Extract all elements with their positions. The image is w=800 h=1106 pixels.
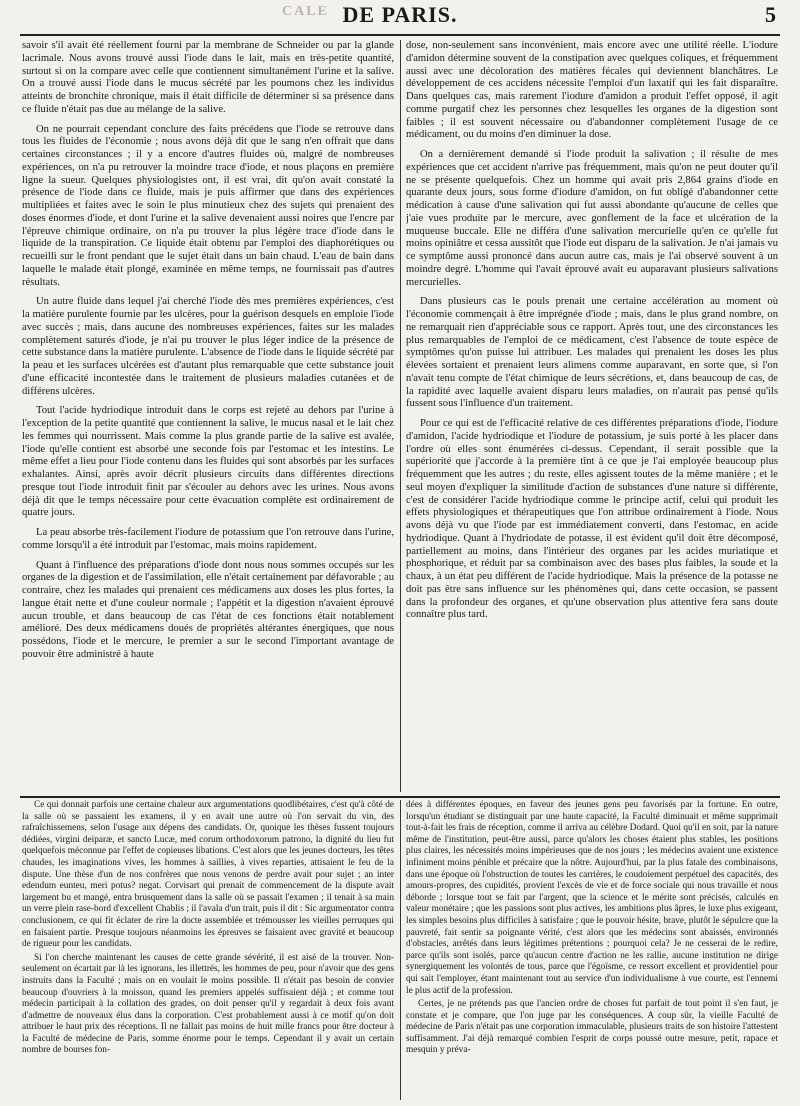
paragraph: La peau absorbe très-facilement l'iodure de potassium que l'on retrouve dans l'urine, comme lorsqu'il a été introduit par l'estomac, mais moins rapidement. [22, 527, 394, 551]
header-ghost-text: CALE [282, 4, 329, 19]
right-column [406, 40, 778, 792]
page-title: DE PARIS. [342, 2, 458, 27]
page-number: 5 [765, 2, 776, 27]
feuilleton-column-divider [400, 800, 401, 1100]
feuilleton-paragraph: Si l'on cherche maintenant les causes de cette grande sévérité, il est aisé de la trouver. Non-seulement on écartait par là les ignorans, les illettrés, les hommes de peu, pour n'avoir que des gens instruits dans la Faculté ; mais on en voulait le moins possible. Il n'était pas besoin de convier beaucoup d'ouvriers à la moisson, quand les premiers appelés suffisaient déjà ; et comme tout médecin participait à la collation des grades, on doit penser qu'il y regardait à deux fois avant d'admettre de nouveaux élus dans la corporation. C'est probablement aussi à ce motif qu'on doit attribuer le haut prix des réceptions. Il ne fallait pas moins de huit mille francs pour être docteur à la Faculté de médecine de Paris, somme énorme pour le temps. Cependant il y avait un certain nombre de bourses fon- [22, 952, 394, 1056]
paragraph: On a dernièrement demandé si l'iode produit la salivation ; il résulte de mes expériences que cet accident n'arrive pas fréquemment, mais qu'on ne peut douter qu'il ne se présente quelquefois. Chez un homme qui avait pris 2,864 grains d'iode en quarante deux jours, sous forme d'iodure d'amidon, on fut obligé d'abandonner cette médication à cause d'une salivation qui fut aussi abondante qu'aucune de celles que j'aie vues produite par le mercure, avec gonflement de la face et ulcération de la muqueuse buccale. Elle ne différa d'une salivation mercurielle qu'en ce qu'elle fut moins opiniâtre et cessa aussitôt que l'iode eut disparu de la salivation. Je n'ai jamais vu ce symptôme aussi prononcé dans aucun autre cas, mais je l'ai observé souvent à un moindre degré. L'homme qui l'avait éprouvé avait eu auparavant plusieurs salivations mercurielles. [406, 149, 778, 288]
left-column [22, 40, 394, 792]
paragraph: Quant à l'influence des préparations d'iode dont nous nous sommes occupés sur les organes de la digestion et de l'assimilation, elle n'était certainement par défavorable ; au contraire, chez les malades qui prenaient ces médicamens aux doses les plus fortes, la langue était nette et d'une couleur normale ; l'appétit et la digestion n'avaient éprouvé aucun trouble, et dans beaucoup de cas l'état de ces fonctions était notablement amélioré. Des deux médicamens doués de propriétés altérantes énergiques, que nous possédons, l'iode et le mercure, le premier a sur le second l'important avantage de pouvoir être administré à haute [22, 559, 394, 660]
paragraph: savoir s'il avait été réellement fourni par la membrane de Schneider ou par la glande lacrimale. Nous avons trouvé aussi l'iode dans le lait, mais en très-petite quantité, surtout si on la compare avec celle que contiennent simultanément l'urine et la salive. On a trouvé aussi l'iode dans le mucus sécrété par les poumons chez les individus atteints de bronchite chronique, mais il était difficile de déterminer si sa présence dans ce fluide n'était pas due au mélange de la salive. [22, 40, 394, 115]
feuilleton-left-column [22, 800, 394, 1100]
paragraph: Pour ce qui est de l'efficacité relative de ces différentes préparations d'iode, l'iodure d'amidon, l'acide hydriodique et l'iodure de potassium, je suis porté à les placer dans l'ordre où elles sont énumérées ci-dessus. Cependant, il serait possible que la supériorité que j'accorde à la première tînt à ce que je l'ai employée beaucoup plus fréquemment que les autres ; du reste, elles agissent toutes de la même manière ; et le seul moyen d'expliquer la similitude d'action de substances d'une nature si différente, c'est de considérer l'acide hydriodique comme le principe actif, celui qui produit les effets physiologiques et thérapeutiques que l'on attribue ordinairement à l'iode. Nous avons déjà vu que l'iode par est immédiatement converti, dans l'estomac, en acide hydriodique. Quant à l'hydriodate de potasse, il est évident qu'il doit être décomposé, partiellement au moins, dans l'intérieur des organes par les acides muriatique et phosphorique, et réduit par sa combinaison avec des bases plus faibles, la soude et la chaux, à un état peu différent de l'acide hydriodique. Mais la présence de la potasse ne doit pas être sans influence sur les phénomènes qui, dans cette occasion, se passent dans la profondeur des organes, et qu'une observation plus attentive fera sans doute connaître plus tard. [406, 418, 778, 621]
feuilleton-paragraph: Ce qui donnait parfois une certaine chaleur aux argumentations quodlibétaires, c'est qu'à côté de la salle où se passaient les examens, il y en avait une autre où l'on servait du vin, des rafraîchissemens, selon l'usage aux dépens des candidats. Or, quoique les thèses fussent toujours dédiées, virgini deiparæ, et sancto Lucæ, med corum orthodoxorum patrono, la dignité du lieu fut quelquefois méconnue par l'effet de copieuses libations. C'est alors que les jeunes docteurs, les têtes chaudes, les imaginations vives, les hommes à saillies, à vives reparties, attisaient le feu de la dispute. Une thèse d'un de nos confrères que nous venons de perdre avait pour sujet ; an inter edendum eunteu, meri potus? negat. Corvisart qui prenait de commencement de la dispute avait largement bu et mangé, entra brusquement dans la salle où se passait l'examen ; il tenait à sa main un verre plein rase-bord d'excellent Chablis ; il l'avala d'un trait, puis il dit : Sic argumentator contra conclusionem, ce qui fit éclater de rire la docte assemblée et trémousser les vieilles perruques qui en faisaient partie. Presque toujours néanmoins les épreuves se faisaient avec gravité et beaucoup de rigueur pour les candidats. [22, 800, 394, 950]
paragraph: On ne pourrait cependant conclure des faits précédens que l'iode se retrouve dans tous les fluides de l'économie ; nous avons déjà dit que le sang n'en offrait que dans certaines circonstances ; il y a encore d'autres fluides où, malgré de nombreuses expériences, on n'a pu retrouver la moindre trace d'iode, et nous plaçons en première ligne la sueur. Quelques physiologistes ont, il est vrai, dit qu'on avait constaté la présence de l'iode dans ce fluide, mais je puis affirmer que dans des expériences multipliées et faites avec le soin le plus minutieux chez des sujets qui prenaient des doses énormes d'iode, et dont l'urine et la salive devenaient aussi noires que l'encre par l'épreuve chimique ordinaire, on n'a pu trouver la plus légère trace d'iode dans le liquide de la transpiration. Ce liquide était obtenu par l'emploi des diaphorétiques ou recueilli sur le front pendant que le sujet était dans un bain chaud. L'eau de bain dans laquelle le malade était plongé, examinée en même temps, ne fournissait pas d'autres résultats. [22, 123, 394, 288]
paragraph: Tout l'acide hydriodique introduit dans le corps est rejeté au dehors par l'urine à l'exception de la petite quantité que contiennent la salive, le mucus nasal et le lait chez les femmes qui nourrissent. Mais comme la plus grande partie de la salive est avalée, l'iode qu'elle contient est absorbé une seconde fois par l'estomac et les intestins. Le même effet a lieu pour l'iode contenu dans les fluides qui sont absorbés par les surfaces exhalantes. Ainsi, après avoir décrit plusieurs circuits dans différentes directions presque tout l'iode introduit finit par s'écouler au dehors avec les urines. Nous avons déjà dit que le temps nécessaire pour cette évacuation complète est ordinairement de quatre jours. [22, 405, 394, 519]
feuilleton-divider [20, 796, 780, 798]
paragraph: Un autre fluide dans lequel j'ai cherché l'iode dès mes premières expériences, c'est la matière purulente fournie par les ulcères, pour la guérison desquels en emploie l'iode avec succès ; mais, dans aucune des nombreuses expériences, faites sur les malades complètement saturés d'iode, je n'ai pu trouver le plus léger indice de la présence de cette substance dans la matière purulente. L'absence de l'iode dans le liquide sécrété par la peau et les surfaces ulcérées est d'autant plus remarquable que cette substance jouit d'une efficacité incontestée dans le traitement de plusieurs maladies cutanées et de différens ulcères. [22, 296, 394, 397]
page-header [20, 0, 780, 36]
feuilleton-right-column [406, 800, 778, 1100]
feuilleton-paragraph: Certes, je ne prétends pas que l'ancien ordre de choses fut parfait de tout point il s'en faut, je constate et je compare, que l'on juge par les conséquences. A coup sûr, la vieille Faculté de médecine de Paris n'était pas une corporation immaculable, plusieurs traits de son histoire l'attestent suffisamment. J'ai déjà remarqué combien l'esprit de corps poussé outre mesure, petit, rapace et mesquin y préva- [406, 999, 778, 1056]
paragraph: dose, non-seulement sans inconvénient, mais encore avec une utilité réelle. L'iodure d'amidon détermine souvent de la constipation avec quelques coliques, et fréquemment aussi avec une décoloration des matières fécales qui deviennent blanchâtres. Le développement de ces accidens nécessite l'emploi d'un laxatif qui les fait disparaître. Dans quelques cas, mais rarement l'iodure d'amidon a produit l'effet opposé, il agit comme purgatif chez les personnes chez lesquelles les organes de la digestion sont faibles ; il est souvent nécessaire ou d'abandonner complètement l'usage de ce médicament, ou du moins d'en diminuer la dose. [406, 40, 778, 141]
feuilleton-paragraph: dées à différentes époques, en faveur des jeunes gens peu favorisés par la fortune. En outre, lorsqu'un étudiant se distinguait par une haute capacité, la Faculté diminuait et même supprimait tout-à-fait les frais de réception, comme il arriva au célèbre Dodard. Quoi qu'il en soit, par la nature même de l'institution, peut-être aussi, parce qu'alors les choses étaient plus stables, les positions plus claires, les nécessités moins impérieuses que de nos jours ; les médecins avaient une existence infiniment moins pénible et précaire que la nôtre. Aujourd'hui, par la plus fatale des combinaisons, dans une époque où l'obstruction de toutes les carrières, le coudoiement perpétuel des capacités, des amours-propres, des cupidités, provient l'excès de vie et de force sociale qui nous travaille et nous déborde ; lorsque tout se fait par l'argent, que la science et le mérite sont précisés, calculés en valeur monétaire ; que les passions sont plus actives, les ambitions plus âpres, le luxe plus exigeant, les simples besoins plus difficiles à satisfaire ; que le pouvoir hésite, brave, plutôt le sépulcre que la pauvreté, fait sentir sa poignante vérité, c'est alors que les médecins sont abaissés, environnés d'obstacles, arrêtés dans leurs légitimes prétentions ; pourquoi cela? Je ne cesserai de le redire, parce qu'ils sont isolés, parce qu'aucun centre d'action ne les rallie, aucune institution ne dirige synergiquement les volontés de tous, parce que l'égoïsme, ce ressort excellent et providentiel pour qui sait l'employer, étant maintenant tout au service d'un individualisme à vue courte, est l'ennemi le plus actif de la profession. [406, 800, 778, 996]
paragraph: Dans plusieurs cas le pouls prenait une certaine accélération au moment où l'économie commençait à être imprégnée d'iode ; mais, dans le plus grand nombre, on ne remarquait rien d'appréciable sous ce rapport. Après tout, une des circonstances les plus remarquables de l'emploi de ce médicament, c'est l'absence de toute espèce de symptômes qu'on puisse lui attribuer. Les malades qui prenaient les doses les plus élevées sortaient et prenaient leurs alimens comme auparavant, en sorte que, si l'on n'avait tenu compte de l'état chimique de leurs sécrétions, et, dans beaucoup de cas, de la rapidité avec laquelle avaient disparu leurs maladies, on n'aurait pas pensé qu'ils fussent sous l'influence d'un traitement. [406, 296, 778, 410]
column-divider [400, 40, 401, 792]
